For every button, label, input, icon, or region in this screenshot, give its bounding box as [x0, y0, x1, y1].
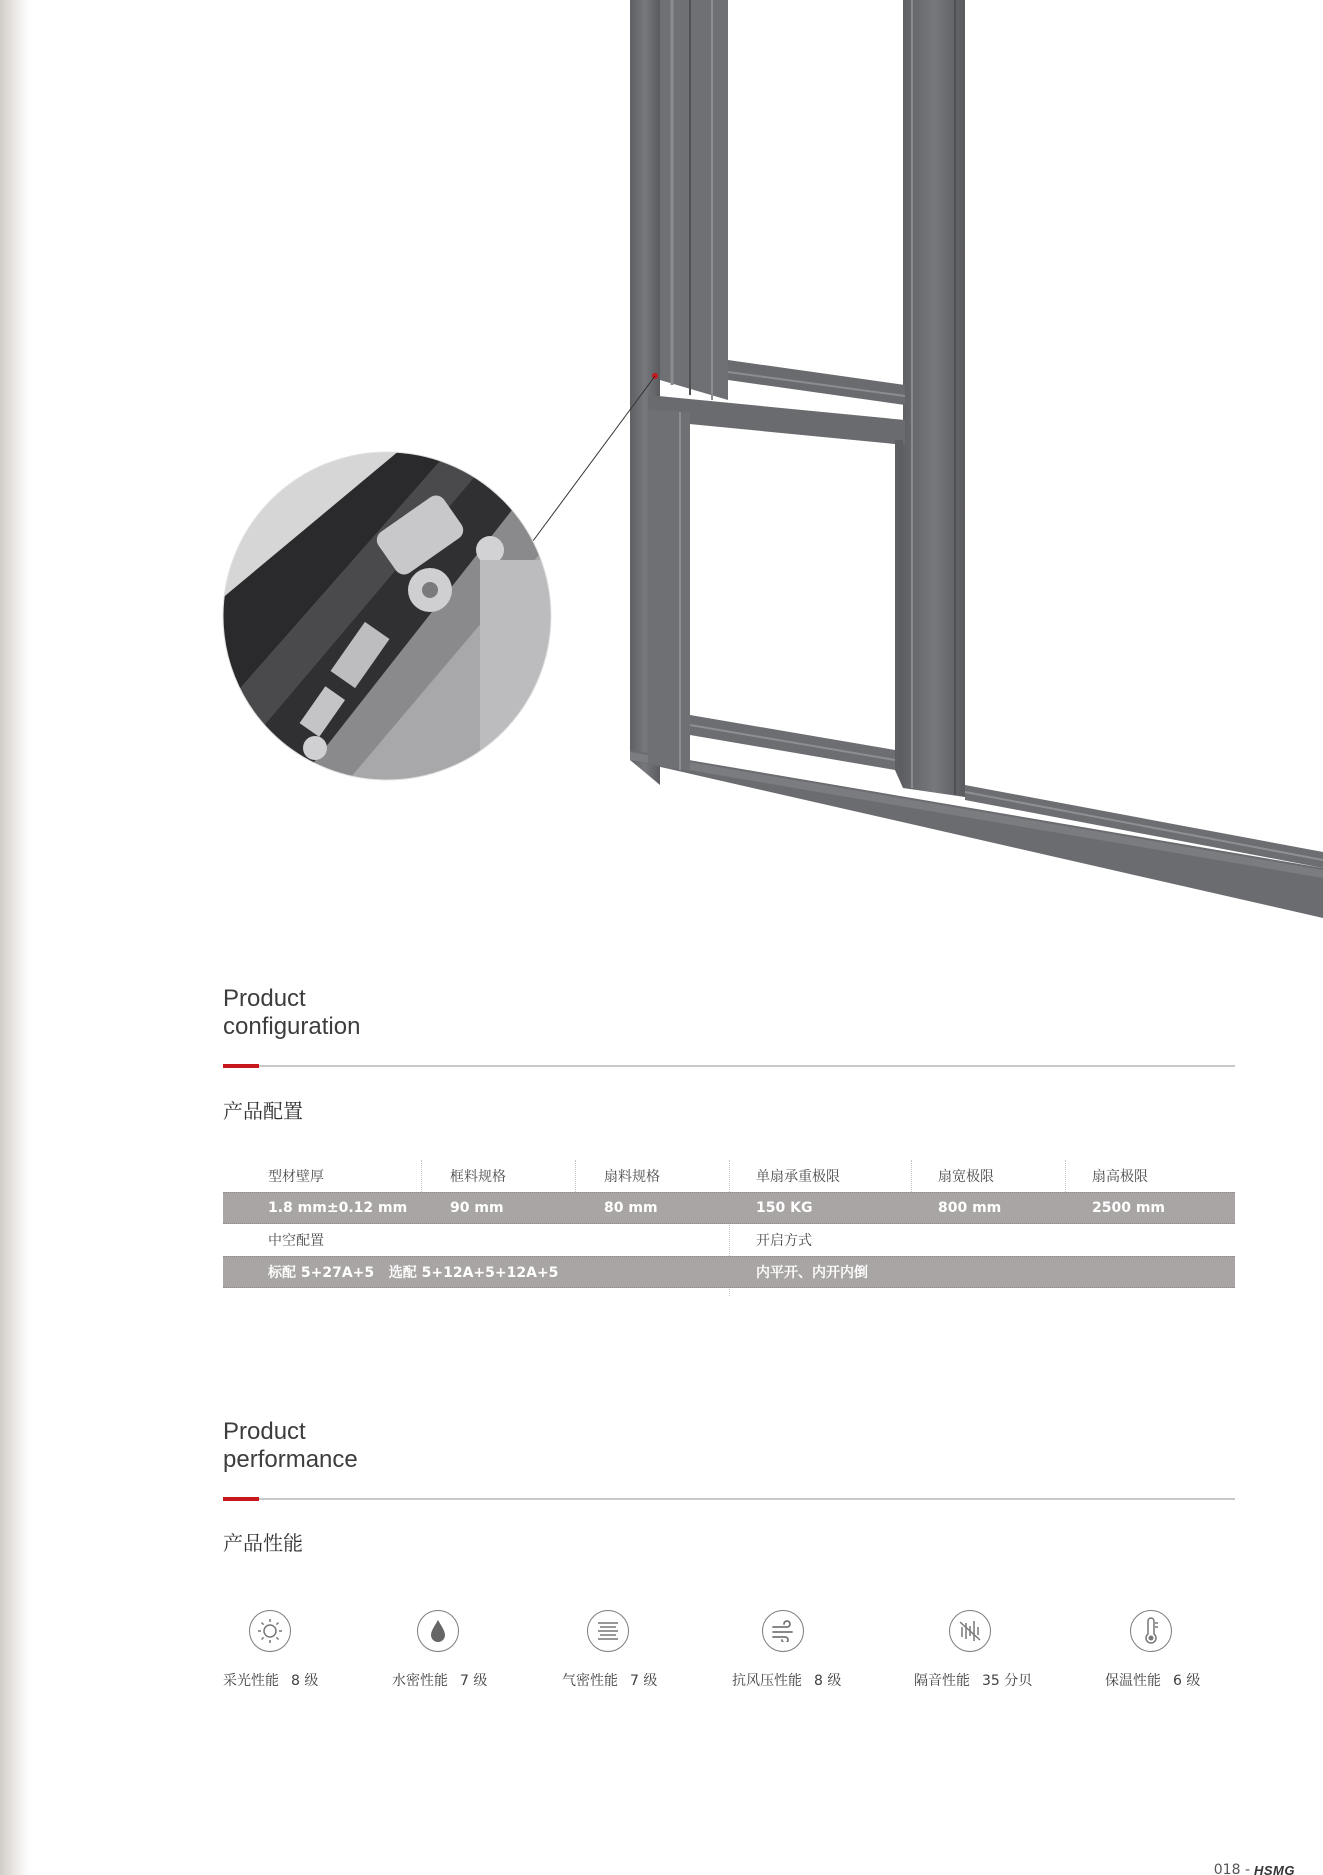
performance-label: 气密性能	[562, 1673, 618, 1689]
config-value-cell: 内平开、内开内倒	[756, 1265, 868, 1281]
configuration-divider	[223, 1065, 1235, 1067]
config-value-cell: 2500 mm	[1092, 1200, 1166, 1216]
configuration-table	[223, 1160, 1235, 1288]
config-header-cell: 扇料规格	[604, 1169, 660, 1185]
config-header-row-2	[223, 1224, 1235, 1256]
water-drop-icon	[417, 1610, 459, 1652]
performance-title-cn: 产品性能	[223, 1531, 303, 1555]
thermometer-icon	[1130, 1610, 1172, 1652]
performance-label: 抗风压性能	[732, 1673, 802, 1689]
brand-logo: HSMG	[1254, 1862, 1295, 1875]
configuration-title-en-line2: configuration	[223, 1013, 361, 1040]
config-value-cell: 1.8 mm±0.12 mm	[268, 1200, 408, 1216]
config-value-cell: 800 mm	[938, 1200, 1002, 1216]
performance-label: 隔音性能	[914, 1673, 970, 1689]
performance-label: 采光性能	[223, 1673, 279, 1689]
performance-level: 6 级	[1173, 1673, 1201, 1689]
performance-level: 7 级	[460, 1673, 488, 1689]
product-illustration	[0, 0, 1323, 930]
performance-level: 8 级	[291, 1673, 319, 1689]
sun-icon	[249, 1610, 291, 1652]
configuration-title-en-line1: Product	[223, 985, 306, 1012]
airtight-icon	[587, 1610, 629, 1652]
config-header-cell: 框料规格	[450, 1169, 506, 1185]
wind-icon	[762, 1610, 804, 1652]
config-header-row-1	[223, 1160, 1235, 1192]
performance-divider-accent	[223, 1497, 259, 1501]
performance-title-en	[223, 1418, 358, 1474]
performance-label: 保温性能	[1105, 1673, 1161, 1689]
config-header-cell: 开启方式	[756, 1233, 812, 1249]
config-value-cell: 80 mm	[604, 1200, 658, 1216]
config-header-cell: 单扇承重极限	[756, 1169, 840, 1185]
page-number: 018 -	[1213, 1862, 1250, 1875]
window-sash	[660, 0, 728, 400]
config-header-cell: 中空配置	[268, 1233, 324, 1249]
hardware-detail-circle	[220, 450, 560, 790]
page-footer	[1214, 1862, 1295, 1875]
configuration-title-en	[223, 985, 360, 1041]
performance-title-en-line2: performance	[223, 1446, 358, 1473]
performance-divider	[223, 1498, 1235, 1500]
performance-level: 7 级	[630, 1673, 658, 1689]
config-value-row-1	[223, 1192, 1235, 1224]
config-header-cell: 扇高极限	[1092, 1169, 1148, 1185]
performance-label: 水密性能	[392, 1673, 448, 1689]
config-value-cell: 150 KG	[756, 1200, 813, 1216]
config-value-row-2	[223, 1256, 1235, 1288]
performance-level: 35 分贝	[982, 1673, 1033, 1689]
config-header-cell: 型材壁厚	[268, 1169, 324, 1185]
performance-title-en-line1: Product	[223, 1418, 306, 1445]
config-value-cell: 90 mm	[450, 1200, 504, 1216]
config-value-cell: 标配 5+27A+5 选配 5+12A+5+12A+5	[268, 1265, 559, 1281]
configuration-title-cn: 产品配置	[223, 1099, 303, 1123]
performance-level: 8 级	[814, 1673, 842, 1689]
config-header-cell: 扇宽极限	[938, 1169, 994, 1185]
sound-insulation-icon	[949, 1610, 991, 1652]
configuration-divider-accent	[223, 1064, 259, 1068]
